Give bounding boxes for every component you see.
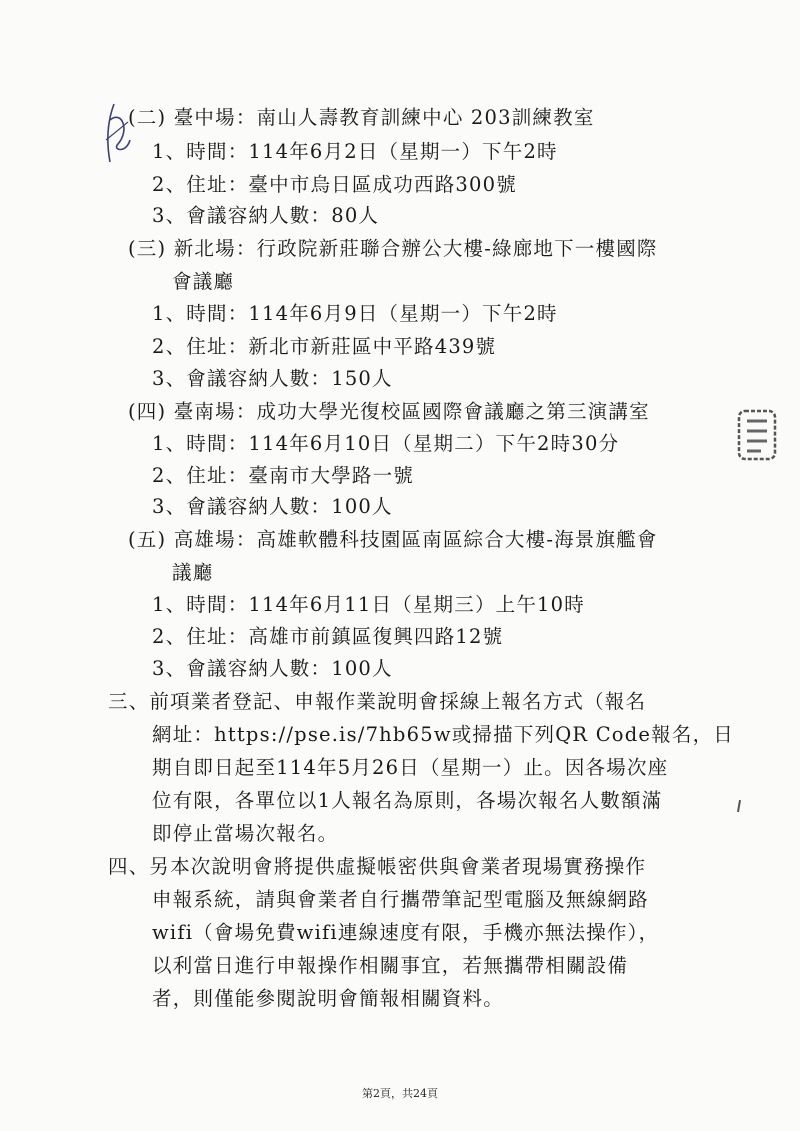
kaohsiung-title-line1: (五) 高雄場：高雄軟體科技園區南區綜合大樓-海景旗艦會 [128, 528, 658, 551]
item-three-line1: 三、前項業者登記、申報作業說明會採線上報名方式（報名 [108, 690, 647, 713]
margin-tick-mark [737, 800, 741, 812]
item-four-line2: 申報系統，請與會業者自行攜帶筆記型電腦及無線網路 [152, 888, 649, 911]
tainan-title: (四) 臺南場：成功大學光復校區國際會議廳之第三演講室 [128, 400, 650, 423]
item-three-line3: 期自即日起至114年5月26日（星期一）止。因各場次座 [152, 756, 669, 779]
tainan-capacity: 3、會議容納人數：100人 [152, 495, 393, 518]
taichung-title: (二) 臺中場：南山人壽教育訓練中心 203訓練教室 [128, 106, 595, 129]
item-three-line4: 位有限，各單位以1人報名為原則，各場次報名人數額滿 [152, 789, 663, 812]
kaohsiung-address: 2、住址：高雄市前鎮區復興四路12號 [152, 625, 504, 648]
newtaipei-capacity: 3、會議容納人數：150人 [152, 367, 393, 390]
item-three-line5: 即停止當場次報名。 [152, 822, 339, 845]
item-four-line1: 四、另本次說明會將提供虛擬帳密供與會業者現場實務操作 [108, 855, 647, 878]
taichung-time: 1、時間：114年6月2日（星期一）下午2時 [152, 140, 558, 163]
item-four-line4: 以利當日進行申報操作相關事宜，若無攜帶相關設備 [152, 954, 629, 977]
item-four-line5: 者，則僅能參閱說明會簡報相關資料。 [152, 987, 504, 1010]
item-four-line3: wifi（會場免費wifi連線速度有限，手機亦無法操作）， [152, 921, 660, 944]
newtaipei-title-line1: (三) 新北場：行政院新莊聯合辦公大樓-綠廊地下一樓國際 [128, 237, 658, 260]
tainan-time: 1、時間：114年6月10日（星期二）下午2時30分 [152, 432, 620, 455]
newtaipei-title-line2: 會議廳 [172, 270, 235, 293]
page-number-footer: 第2頁，共24頁 [362, 1087, 438, 1100]
seal-stamp-icon [735, 405, 780, 465]
taichung-capacity: 3、會議容納人數：80人 [152, 204, 380, 227]
kaohsiung-time: 1、時間：114年6月11日（星期三）上午10時 [152, 593, 585, 616]
taichung-address: 2、住址：臺中市烏日區成功西路300號 [152, 173, 517, 196]
kaohsiung-capacity: 3、會議容納人數：100人 [152, 657, 393, 680]
tainan-address: 2、住址：臺南市大學路一號 [152, 464, 415, 487]
item-three-line2: 網址：https://pse.is/7hb65w或掃描下列QR Code報名，日 [152, 723, 734, 746]
newtaipei-time: 1、時間：114年6月9日（星期一）下午2時 [152, 302, 558, 325]
kaohsiung-title-line2: 議廳 [172, 561, 214, 584]
newtaipei-address: 2、住址：新北市新莊區中平路439號 [152, 335, 497, 358]
